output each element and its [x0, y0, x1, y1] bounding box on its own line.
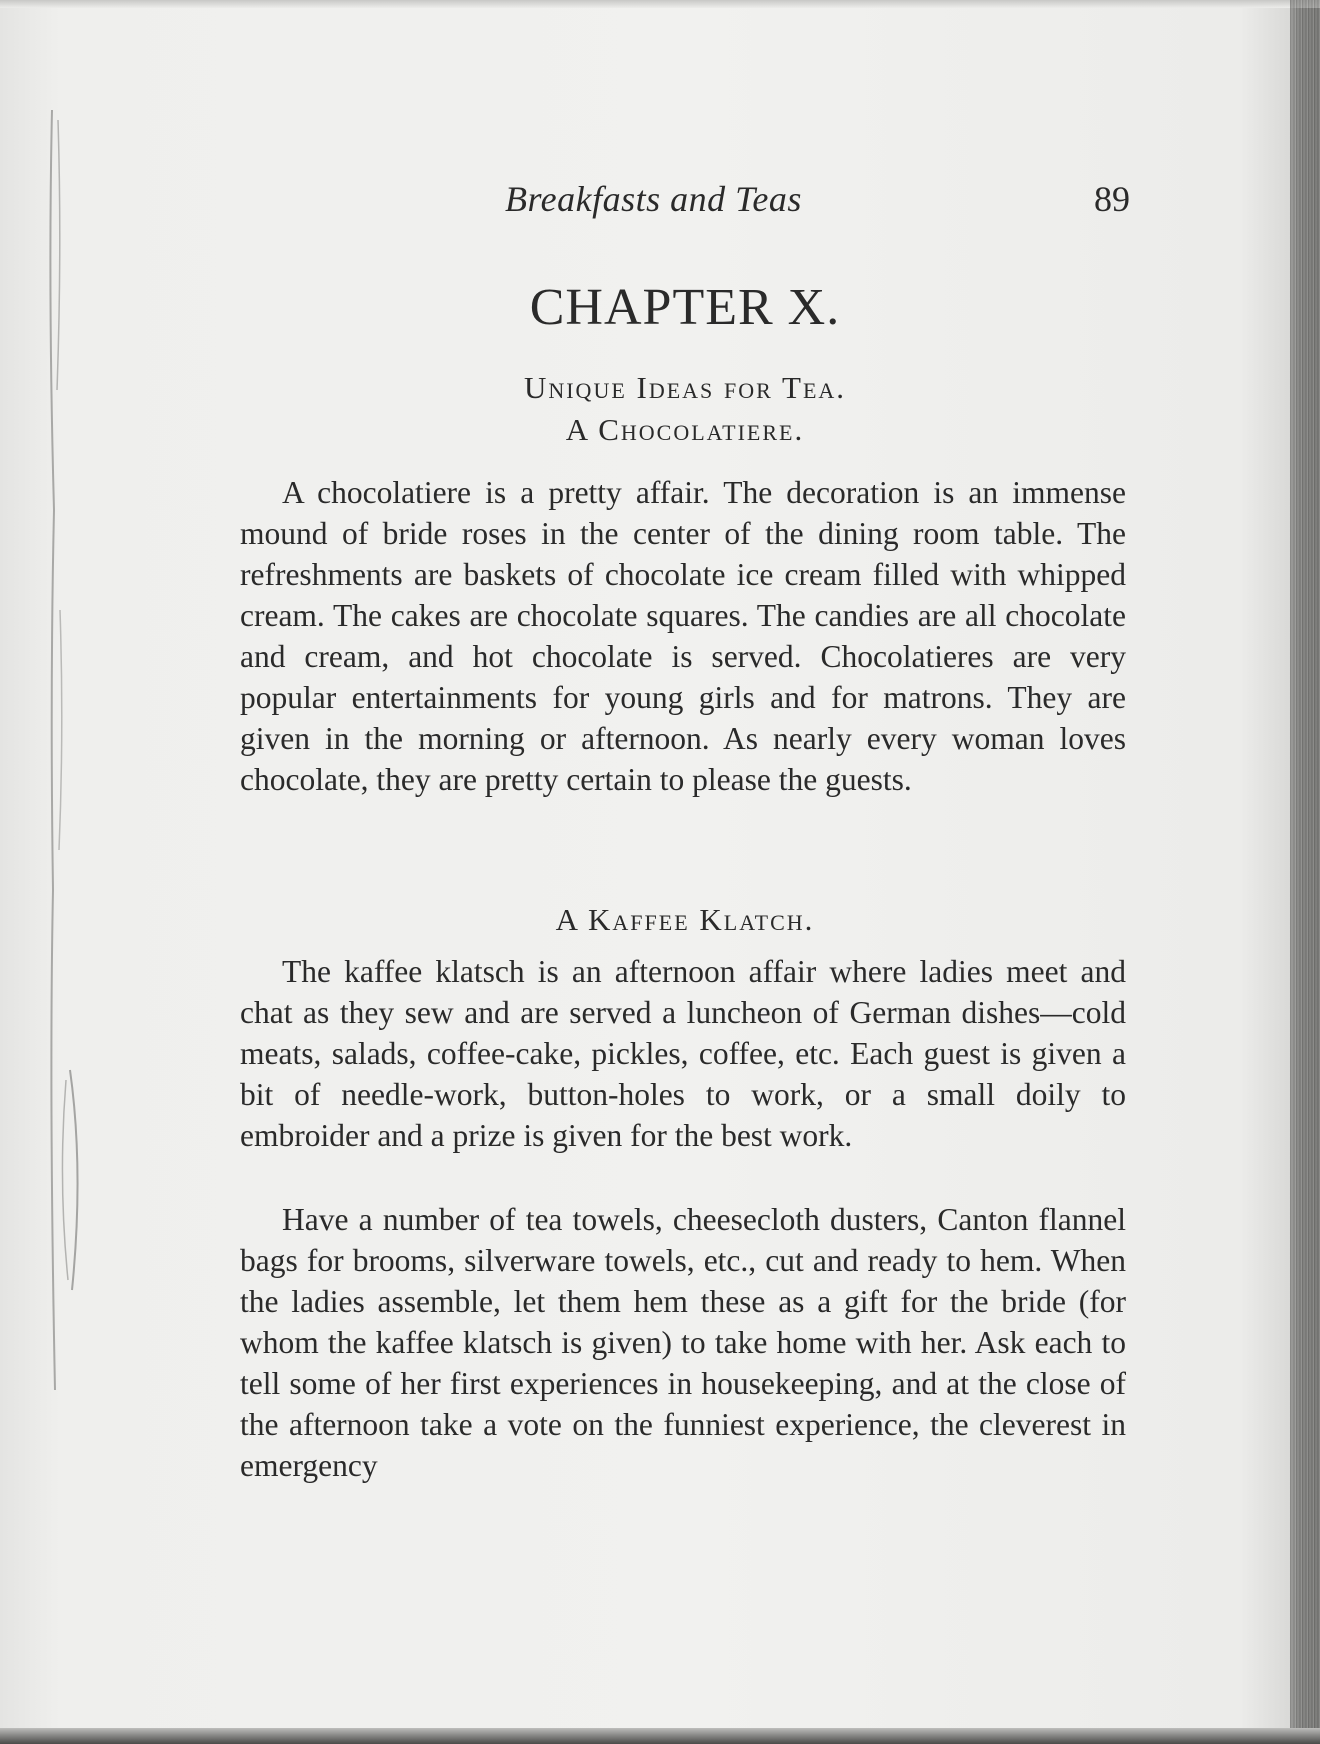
page-stack-edge [1290, 0, 1320, 1744]
running-head [240, 178, 1130, 228]
page-number: 89 [1094, 179, 1130, 219]
chapter-subtitle: Unique Ideas for Tea. [523, 370, 847, 405]
paragraph-kaffee-klatch-2: Have a number of tea towels, cheesecloth dusters, Canton flannel bags for brooms, silverware towels, etc., cut and ready to hem. When the ladies assemble, let them hem these as a gift for the bride (for whom the kaffee klatsch is given) to take home with her. Ask each to tell some of her first experiences in housekeeping, and at the close of the afternoon take a vote on the funniest experience, the cleverest in emergency [240, 1202, 1126, 1483]
paragraph-chocolatiere: A chocolatiere is a pretty affair. The decoration is an immense mound of bride roses in the center of the dining room table. The refreshments are baskets of chocolate ice cream filled with whipped cream. The cakes are chocolate squares. The candies are all chocolate and cream, and hot chocolate is served. Chocolatieres are very popular entertainments for young girls and for matrons. They are given in the morning or afternoon. As nearly every woman loves chocolate, they are pretty certain to please the guests. [240, 475, 1126, 797]
section-heading-kaffee-klatch: A Kaffee Klatch. [555, 902, 815, 937]
paragraph-kaffee-klatch-1: The kaffee klatsch is an afternoon affair where ladies meet and chat as they sew and are served a luncheon of German dishes—cold meats, salads, coffee-cake, pickles, coffee, etc. Each guest is given a bit of needle-work, button-holes to work, or a small doily to embroider and a prize is given for the best work. [240, 954, 1126, 1153]
bottom-edge-shadow [0, 1728, 1320, 1744]
top-edge-shadow [0, 0, 1320, 8]
running-title: Breakfasts and Teas [505, 179, 802, 219]
chapter-heading: CHAPTER X. [529, 279, 841, 336]
binding-stitch-marks [40, 90, 90, 1410]
section-heading-chocolatiere: A Chocolatiere. [565, 412, 805, 447]
